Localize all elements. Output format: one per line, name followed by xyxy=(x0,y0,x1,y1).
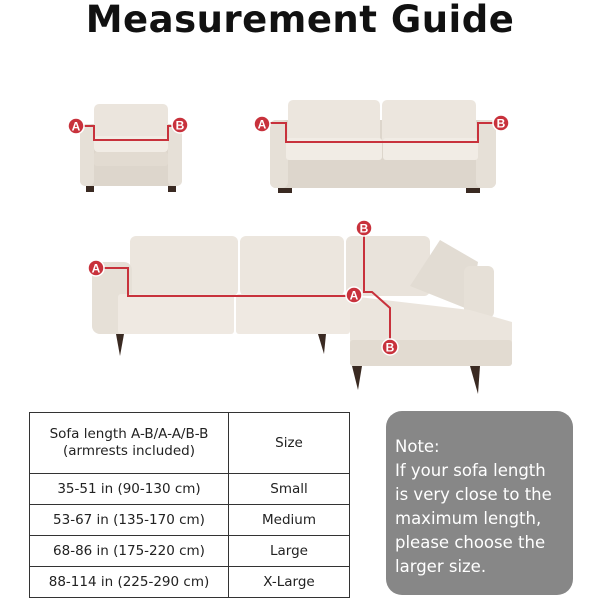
size-chart-table xyxy=(29,412,350,598)
svg-text:A: A xyxy=(91,261,101,276)
table-header-row xyxy=(30,413,350,474)
svg-text:A: A xyxy=(257,117,267,132)
cell-length: 35-51 in (90-130 cm) xyxy=(30,474,229,505)
sectional-sofa-illustration xyxy=(92,236,512,394)
table-row xyxy=(30,536,350,567)
cell-length: 53-67 in (135-170 cm) xyxy=(30,505,229,536)
svg-text:A: A xyxy=(349,288,359,303)
header-sofa-length: Sofa length A-B/A-A/B-B (armrests included) xyxy=(30,413,229,474)
marker-a-armchair xyxy=(68,118,84,134)
armchair-illustration xyxy=(80,104,182,192)
svg-text:B: B xyxy=(359,221,369,236)
note-line: please choose the xyxy=(395,533,546,552)
marker-b-sectional-chaise xyxy=(382,339,398,355)
page-title: Measurement Guide xyxy=(85,0,515,41)
note-line: maximum length, xyxy=(395,509,542,528)
marker-a-sofa xyxy=(254,116,270,132)
table-row xyxy=(30,505,350,536)
note-line: larger size. xyxy=(395,557,487,576)
marker-b-sectional-top xyxy=(356,220,372,236)
marker-a-sectional-left xyxy=(88,260,104,276)
marker-b-armchair xyxy=(172,117,188,133)
svg-text:B: B xyxy=(496,116,506,131)
table-row xyxy=(30,567,350,598)
sofa-illustration xyxy=(270,100,496,193)
marker-b-sofa xyxy=(493,115,509,131)
table-row xyxy=(30,474,350,505)
note-box xyxy=(386,411,573,595)
marker-a-sectional-corner xyxy=(346,287,362,303)
cell-size: Large xyxy=(229,536,350,567)
svg-text:B: B xyxy=(175,118,185,133)
note-line: If your sofa length xyxy=(395,461,546,480)
note-line: Note: xyxy=(395,437,440,456)
cell-size: X-Large xyxy=(229,567,350,598)
cell-length: 88-114 in (225-290 cm) xyxy=(30,567,229,598)
note-line: is very close to the xyxy=(395,485,552,504)
header-size: Size xyxy=(229,413,350,474)
cell-size: Medium xyxy=(229,505,350,536)
cell-length: 68-86 in (175-220 cm) xyxy=(30,536,229,567)
cell-size: Small xyxy=(229,474,350,505)
svg-text:B: B xyxy=(385,340,395,355)
svg-text:A: A xyxy=(71,119,81,134)
